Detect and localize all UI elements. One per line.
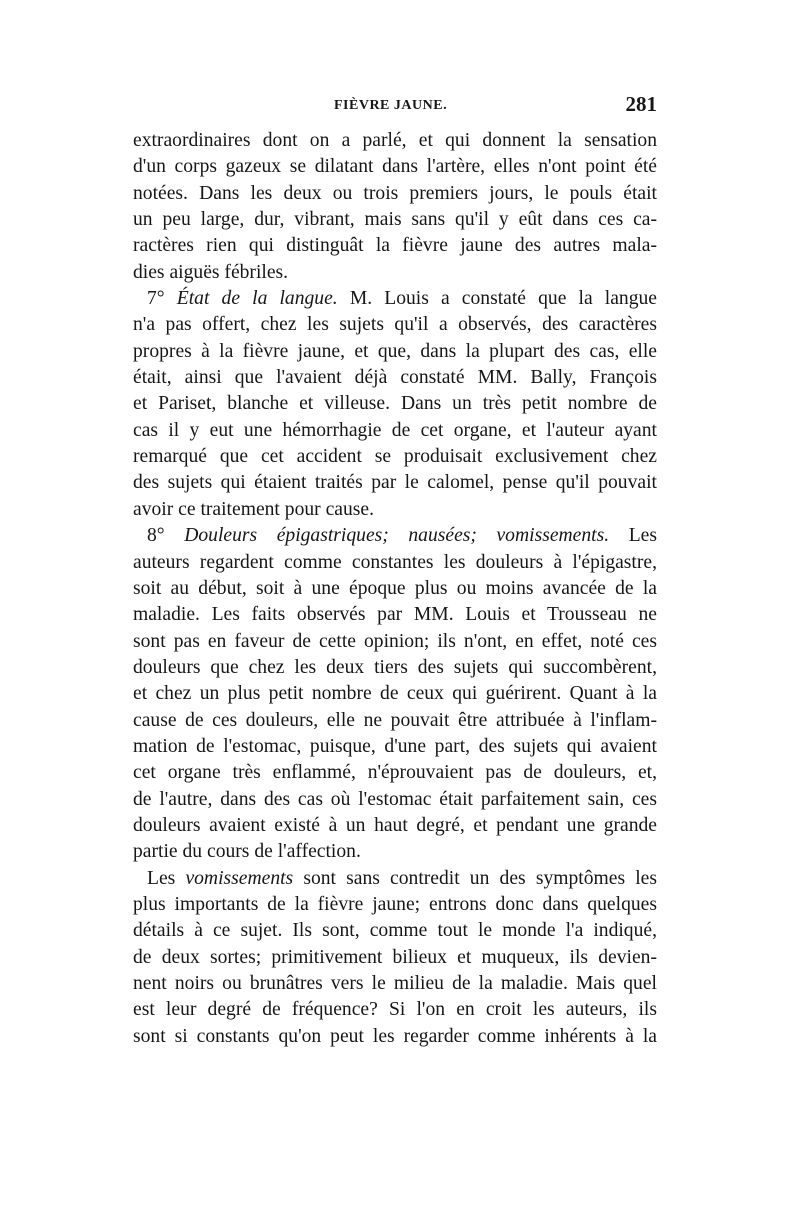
line-text: plus importants de la fièvre jaune; entrons donc dans quelques	[133, 893, 657, 915]
text-line	[133, 523, 657, 549]
text-line	[133, 892, 657, 918]
line-text: de deux sortes; primitivement bilieux et muqueux, ils devien-	[133, 946, 657, 968]
body-text	[133, 128, 657, 1050]
line-text: dies aiguës fébriles.	[133, 261, 289, 283]
line-text: était, ainsi que l'avaient déjà constaté MM. Bally, François	[133, 367, 657, 389]
text-line	[133, 602, 657, 628]
text-line	[133, 365, 657, 391]
line-text: d'un corps gazeux se dilatant dans l'artère, elles n'ont point été	[133, 156, 657, 178]
italic-heading: État de la langue.	[176, 288, 338, 310]
line-text: cet organe très enflammé, n'éprouvaient pas de douleurs, et,	[133, 762, 657, 784]
text-line	[133, 813, 657, 839]
line-text: remarqué que cet accident se produisait exclusivement chez	[133, 446, 657, 468]
line-text: M. Louis a constaté que la langue	[337, 288, 657, 310]
text-line	[133, 760, 657, 786]
text-line	[133, 128, 657, 154]
running-title: FIÈVRE JAUNE.	[334, 98, 448, 113]
line-text: n'a pas offert, chez les sujets qu'il a observés, des caractères	[133, 314, 657, 336]
text-line	[133, 207, 657, 233]
text-line	[133, 154, 657, 180]
line-text: est leur degré de fréquence? Si l'on en croit les auteurs, ils	[133, 999, 657, 1021]
text-line	[133, 312, 657, 338]
text-line	[133, 260, 657, 286]
line-text: et chez un plus petit nombre de ceux qui guérirent. Quant à la	[133, 683, 657, 705]
text-line	[133, 1024, 657, 1050]
line-text: nent noirs ou brunâtres vers le milieu de la maladie. Mais quel	[133, 973, 657, 994]
text-line	[133, 708, 657, 734]
line-text: cause de ces douleurs, elle ne pouvait être attribuée à l'inflam-	[133, 709, 657, 731]
text-line	[133, 418, 657, 444]
text-line	[133, 444, 657, 470]
line-text: mation de l'estomac, puisque, d'une part, des sujets qui avaient	[133, 735, 657, 757]
text-line	[133, 576, 657, 602]
text-line	[133, 497, 657, 523]
text-line	[133, 971, 657, 997]
line-text: notées. Dans les deux ou trois premiers jours, le pouls était	[133, 182, 657, 204]
line-text: de l'autre, dans des cas où l'estomac était parfaitement sain, ces	[133, 788, 657, 810]
line-text: maladie. Les faits observés par MM. Louis et Trousseau ne	[133, 604, 657, 626]
text-line	[133, 655, 657, 681]
line-text: extraordinaires dont on a parlé, et qui donnent la sensation	[133, 130, 657, 151]
text-line	[133, 945, 657, 971]
text-line	[133, 470, 657, 496]
line-text: sont si constants qu'on peut les regarder comme inhérents à la	[133, 1025, 657, 1047]
text-line	[133, 391, 657, 417]
line-prefix: Les	[147, 867, 186, 889]
italic-heading: Douleurs épigastriques; nausées; vomissements.	[184, 525, 610, 547]
page-header	[133, 92, 657, 120]
page-number: 281	[625, 92, 657, 116]
line-text: auteurs regardent comme constantes les douleurs à l'épigastre,	[133, 551, 657, 573]
text-line	[133, 997, 657, 1023]
line-text: cas il y eut une hémorrhagie de cet organe, et l'auteur ayant	[133, 419, 657, 441]
text-line	[133, 918, 657, 944]
text-line	[133, 286, 657, 312]
line-text: sont pas en faveur de cette opinion; ils n'ont, en effet, noté ces	[133, 630, 657, 652]
line-text: partie du cours de l'affection.	[133, 841, 361, 863]
text-line	[133, 181, 657, 207]
text-line	[133, 550, 657, 576]
line-text: un peu large, dur, vibrant, mais sans qu'il y eût dans ces ca-	[133, 209, 657, 231]
line-text: douleurs avaient existé à un haut degré, et pendant une grande	[133, 814, 657, 836]
text-line	[133, 629, 657, 655]
line-text: avoir ce traitement pour cause.	[133, 498, 374, 520]
text-line	[133, 734, 657, 760]
text-line	[133, 866, 657, 892]
italic-heading: vomissements	[185, 867, 294, 889]
line-text: ractères rien qui distinguât la fièvre jaune des autres mala-	[133, 235, 657, 257]
text-line	[133, 339, 657, 365]
line-prefix: 7°	[147, 288, 177, 310]
text-line	[133, 787, 657, 813]
text-line	[133, 681, 657, 707]
line-text: propres à la fièvre jaune, et que, dans la plupart des cas, elle	[133, 340, 657, 362]
line-text: soit au début, soit à une époque plus ou moins avancée de la	[133, 577, 657, 599]
line-text: douleurs que chez les deux tiers des sujets qui succombèrent,	[133, 656, 657, 678]
text-line	[133, 233, 657, 259]
line-text: sont sans contredit un des symptômes les	[293, 867, 657, 889]
line-prefix: 8°	[147, 525, 185, 547]
line-text: et Pariset, blanche et villeuse. Dans un très petit nombre de	[133, 393, 657, 415]
line-text: Les	[609, 525, 657, 547]
line-text: des sujets qui étaient traités par le calomel, pense qu'il pouvait	[133, 472, 657, 494]
line-text: détails à ce sujet. Ils sont, comme tout le monde l'a indiqué,	[133, 920, 657, 942]
text-line	[133, 839, 657, 865]
